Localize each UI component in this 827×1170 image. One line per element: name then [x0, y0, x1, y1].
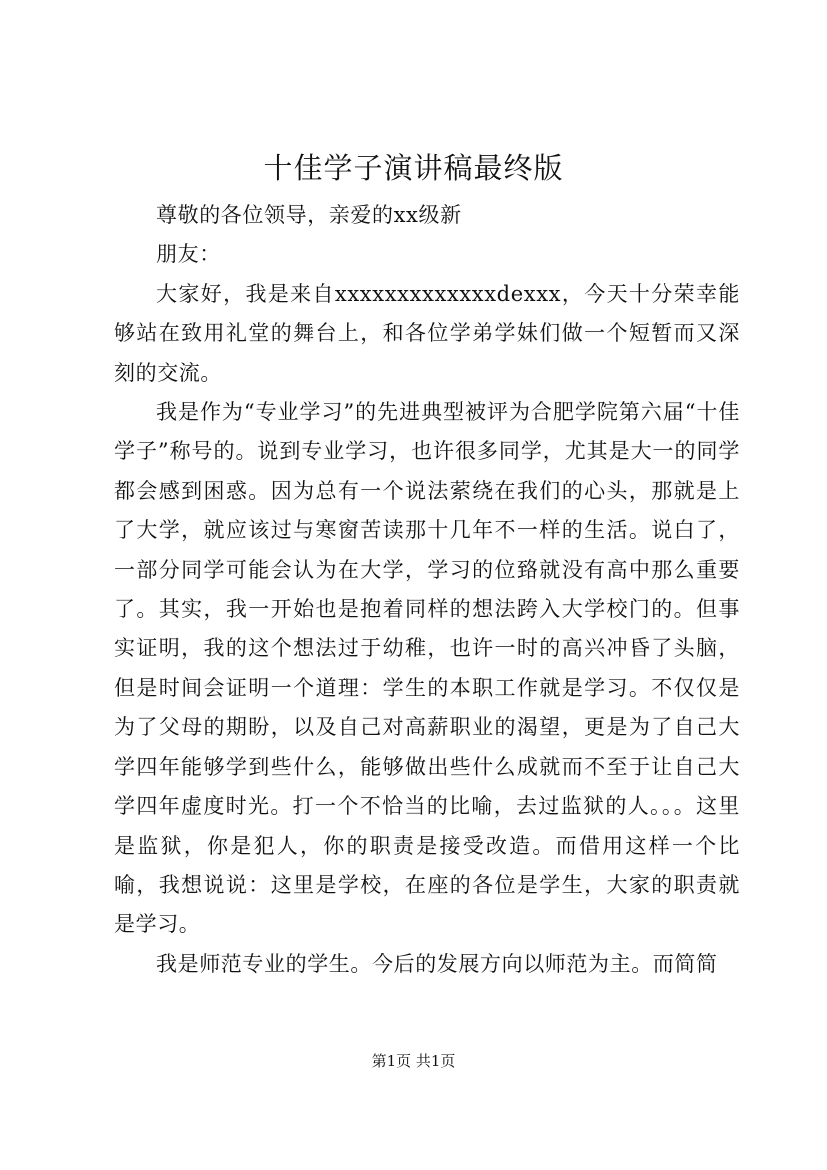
salutation-line: 尊敬的各位领导，亲爱的xx级新 — [156, 203, 462, 227]
document-title: 十佳学子演讲稿最终版 — [263, 151, 564, 185]
document-body — [114, 196, 740, 984]
paragraph-normal-major: 我是师范专业的学生。今后的发展方向以师范为主。而简简 — [156, 951, 718, 976]
paragraph-study: 我是作为“专业学习”的先进典型被评为合肥学院第六届“十佳学子”称号的。说到专业学习，也许很多同学，尤其是大一的同学都会感到困惑。因为总有一个说法萦绕在我们的心头，那就是上了大学，就应该过与寒窗苦读那十几年不一样的生活。说白了，一部分同学可能会认为在大学，学习的位臵就没有高中那么重要了。其实，我一开始也是抱着同样的想法跨入大学校门的。但事实证明，我的这个想法过于幼稚，也许一时的高兴冲昏了头脑，但是时间会证明一个道理：学生的本职工作就是学习。不仅仅是为了父母的期盼，以及自己对高薪职业的渴望，更是为了自己大学四年能够学到些什么，能够做出些什么成就而不至于让自己大学四年虚度时光。打一个不恰当的比喻，去过监狱的人。。。这里是监狱，你是犯人，你的职责是接受改造。而借用这样一个比喻，我想说说：这里是学校，在座的各位是学生，大家的职责就是学习。 — [114, 400, 740, 937]
paragraph-intro: 大家好，我是来自xxxxxxxxxxxxxdexxx，今天十分荣幸能够站在致用礼堂的舞台上，和各位学弟学妹们做一个短暂而又深刻的交流。 — [114, 281, 740, 385]
page-footer — [0, 1050, 827, 1072]
salutation-continuation: 朋友： — [156, 242, 221, 267]
page-number: 第1页 共1页 — [371, 1052, 456, 1070]
